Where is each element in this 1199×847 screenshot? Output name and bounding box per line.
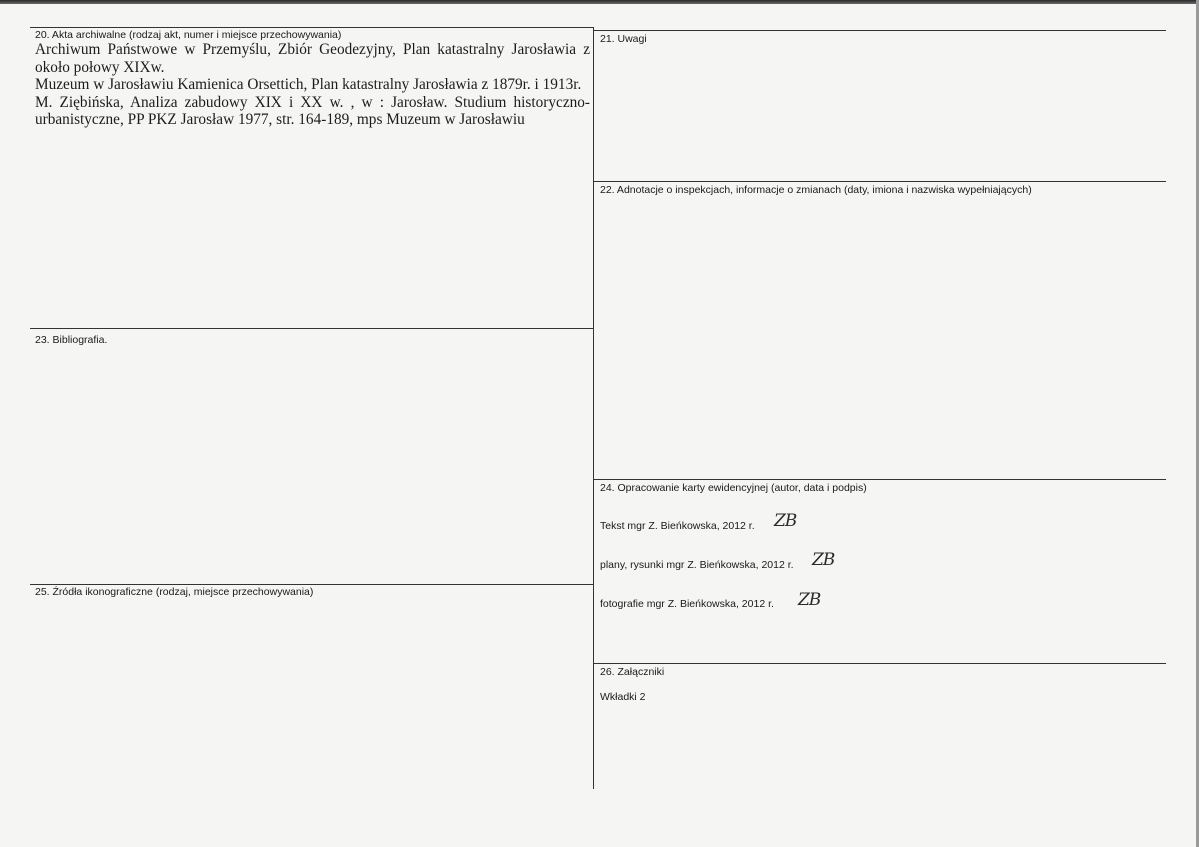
section-26-label: 26. Załączniki — [600, 666, 665, 678]
scan-top-edge — [0, 0, 1199, 4]
section-20-label: 20. Akta archiwalne (rodzaj akt, numer i miejsce przechowywania) — [35, 29, 342, 41]
author-entry-text: plany, rysunki mgr Z. Bieńkowska, 2012 r. — [600, 559, 794, 571]
archive-entry: M. Ziębińska, Analiza zabudowy XIX i XX w. , w : Jarosław. Studium historyczno-urbanistyczne, PP PKZ Jarosław 1977, str. 164-189, mps Muzeum w Jarosławiu — [35, 93, 590, 128]
section-24-top-rule — [594, 479, 1166, 480]
column-divider — [593, 27, 594, 789]
handwritten-signature: ZB — [798, 590, 821, 610]
section-23-label: 23. Bibliografia. — [35, 334, 108, 346]
author-entry-text: Tekst mgr Z. Bieńkowska, 2012 r. — [600, 520, 755, 532]
archive-entry: Muzeum w Jarosławiu Kamienica Orsettich, Plan katastralny Jarosławia z 1879r. i 1913r. — [35, 76, 582, 93]
section-21-top-rule — [594, 30, 1166, 31]
section-23-top-rule — [30, 328, 593, 329]
archive-entry: Archiwum Państwowe w Przemyślu, Zbiór Geodezyjny, Plan katastralny Jarosławia z około połowy XIXw. — [35, 41, 590, 76]
section-25-label: 25. Źródła ikonograficzne (rodzaj, miejsce przechowywania) — [35, 586, 314, 598]
section-21-label: 21. Uwagi — [600, 33, 647, 45]
section-22-label: 22. Adnotacje o inspekcjach, informacje o zmianach (daty, imiona i nazwiska wypełniających) — [600, 184, 1032, 196]
section-24-label: 24. Opracowanie karty ewidencyjnej (autor, data i podpis) — [600, 482, 867, 494]
section-20-content — [35, 41, 590, 129]
handwritten-signature: ZB — [812, 550, 835, 570]
author-entry-text: fotografie mgr Z. Bieńkowska, 2012 r. — [600, 598, 774, 610]
section-22-top-rule — [594, 181, 1166, 182]
handwritten-signature: ZB — [774, 511, 797, 531]
section-26-top-rule — [594, 663, 1166, 664]
section-20-top-rule — [30, 27, 593, 28]
section-25-top-rule — [30, 584, 593, 585]
attachments-content: Wkładki 2 — [600, 691, 646, 703]
